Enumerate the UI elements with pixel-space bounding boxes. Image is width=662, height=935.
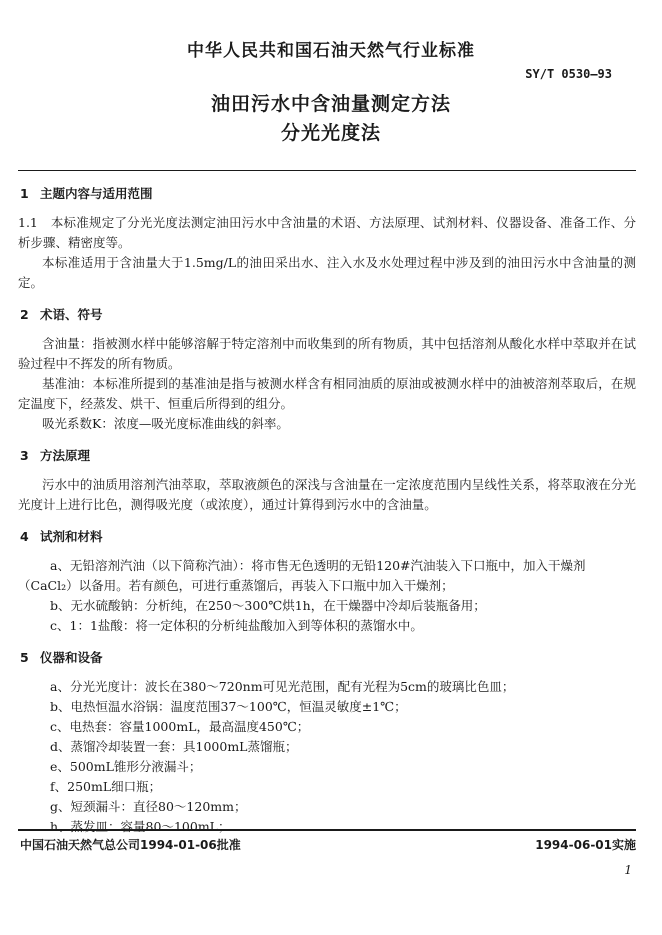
reagent-item-b: b、无水硫酸钠：分析纯，在250～300℃烘1h，在干燥器中冷却后装瓶备用； [50,598,486,613]
header-divider [18,170,636,171]
section-title: 仪器和设备 [40,650,103,665]
section-1-paragraph-1: 1.1 本标准规定了分光光度法测定油田污水中含油量的术语、方法原理、试剂材料、仪器设备、准备工作、分析步骤、精密度等。 [18,215,636,250]
section-title: 方法原理 [40,448,91,463]
section-1-paragraph-2: 本标准适用于含油量大于1.5mg/L的油田采出水、注入水及水处理过程中涉及到的油田污水中含油量的测定。 [18,255,636,290]
section-4-heading [18,527,636,547]
equipment-item-f: f、250mL细口瓶； [50,779,162,794]
term-reference-oil: 基准油：本标准所提到的基准油是指与被测水样含有相同油质的原油或被测水样中的油被溶剂萃取后，在规定温度下，经蒸发、烘干、恒重后所得到的组分。 [18,376,636,411]
section-5-heading [18,648,636,668]
section-number: 2 [20,307,29,322]
section-title: 术语、符号 [40,307,103,322]
effective-date: 1994-06-01实施 [535,838,636,852]
equipment-item-b: b、电热恒温水浴锅：温度范围37～100℃，恒温灵敏度±1℃； [50,699,407,714]
equipment-item-a: a、分光光度计：波长在380～720nm可见光范围，配有光程为5cm的玻璃比色皿； [50,679,515,694]
section-1-heading [18,184,636,204]
section-title: 试剂和材料 [40,529,103,544]
standard-code: SY/T 0530—93 [525,67,612,81]
section-number: 1 [20,186,29,201]
reagent-item-a: a、无铅溶剂汽油（以下简称汽油）：将市售无色透明的无铅120#汽油装入下口瓶中，加入干燥剂（CaCl₂）以备用。若有颜色，可进行重蒸馏后，再装入下口瓶中加入干燥剂； [18,558,586,593]
term-absorption-coefficient: 吸光系数K：浓度—吸光度标准曲线的斜率。 [42,416,289,431]
section-number: 5 [20,650,29,665]
reagent-item-c: c、1：1盐酸：将一定体积的分析纯盐酸加入到等体积的蒸馏水中。 [50,618,423,633]
approval-date: 中国石油天然气总公司1994-01-06批准 [20,838,241,852]
industry-standard-heading: 中华人民共和国石油天然气行业标准 [187,41,475,61]
document-title: 油田污水中含油量测定方法 [210,93,451,115]
term-oil-content: 含油量：指被测水样中能够溶解于特定溶剂中而收集到的所有物质，其中包括溶剂从酸化水样中萃取并在试验过程中不挥发的所有物质。 [18,336,636,371]
section-3-paragraph-1: 污水中的油质用溶剂汽油萃取，萃取液颜色的深浅与含油量在一定浓度范围内呈线性关系，将萃取液在分光光度计上进行比色，测得吸光度（或浓度），通过计算得到污水中的含油量。 [18,477,636,512]
document-body [18,184,636,837]
equipment-item-e: e、500mL锥形分液漏斗； [50,759,202,774]
section-2-heading [18,305,636,325]
section-3-heading [18,446,636,466]
section-title: 主题内容与适用范围 [40,186,153,201]
document-subtitle: 分光光度法 [280,122,381,144]
page-number: 1 [624,863,632,877]
equipment-item-d: d、蒸馏冷却装置一套：具1000mL蒸馏瓶； [50,739,298,754]
section-number: 3 [20,448,29,463]
section-number: 4 [20,529,29,544]
equipment-item-c: c、电热套：容量1000mL，最高温度450℃； [50,719,310,734]
equipment-item-h: h、蒸发皿：容量80～100mL； [50,819,231,834]
footer-divider [18,829,636,831]
equipment-item-g: g、短颈漏斗：直径80～120mm； [50,799,247,814]
